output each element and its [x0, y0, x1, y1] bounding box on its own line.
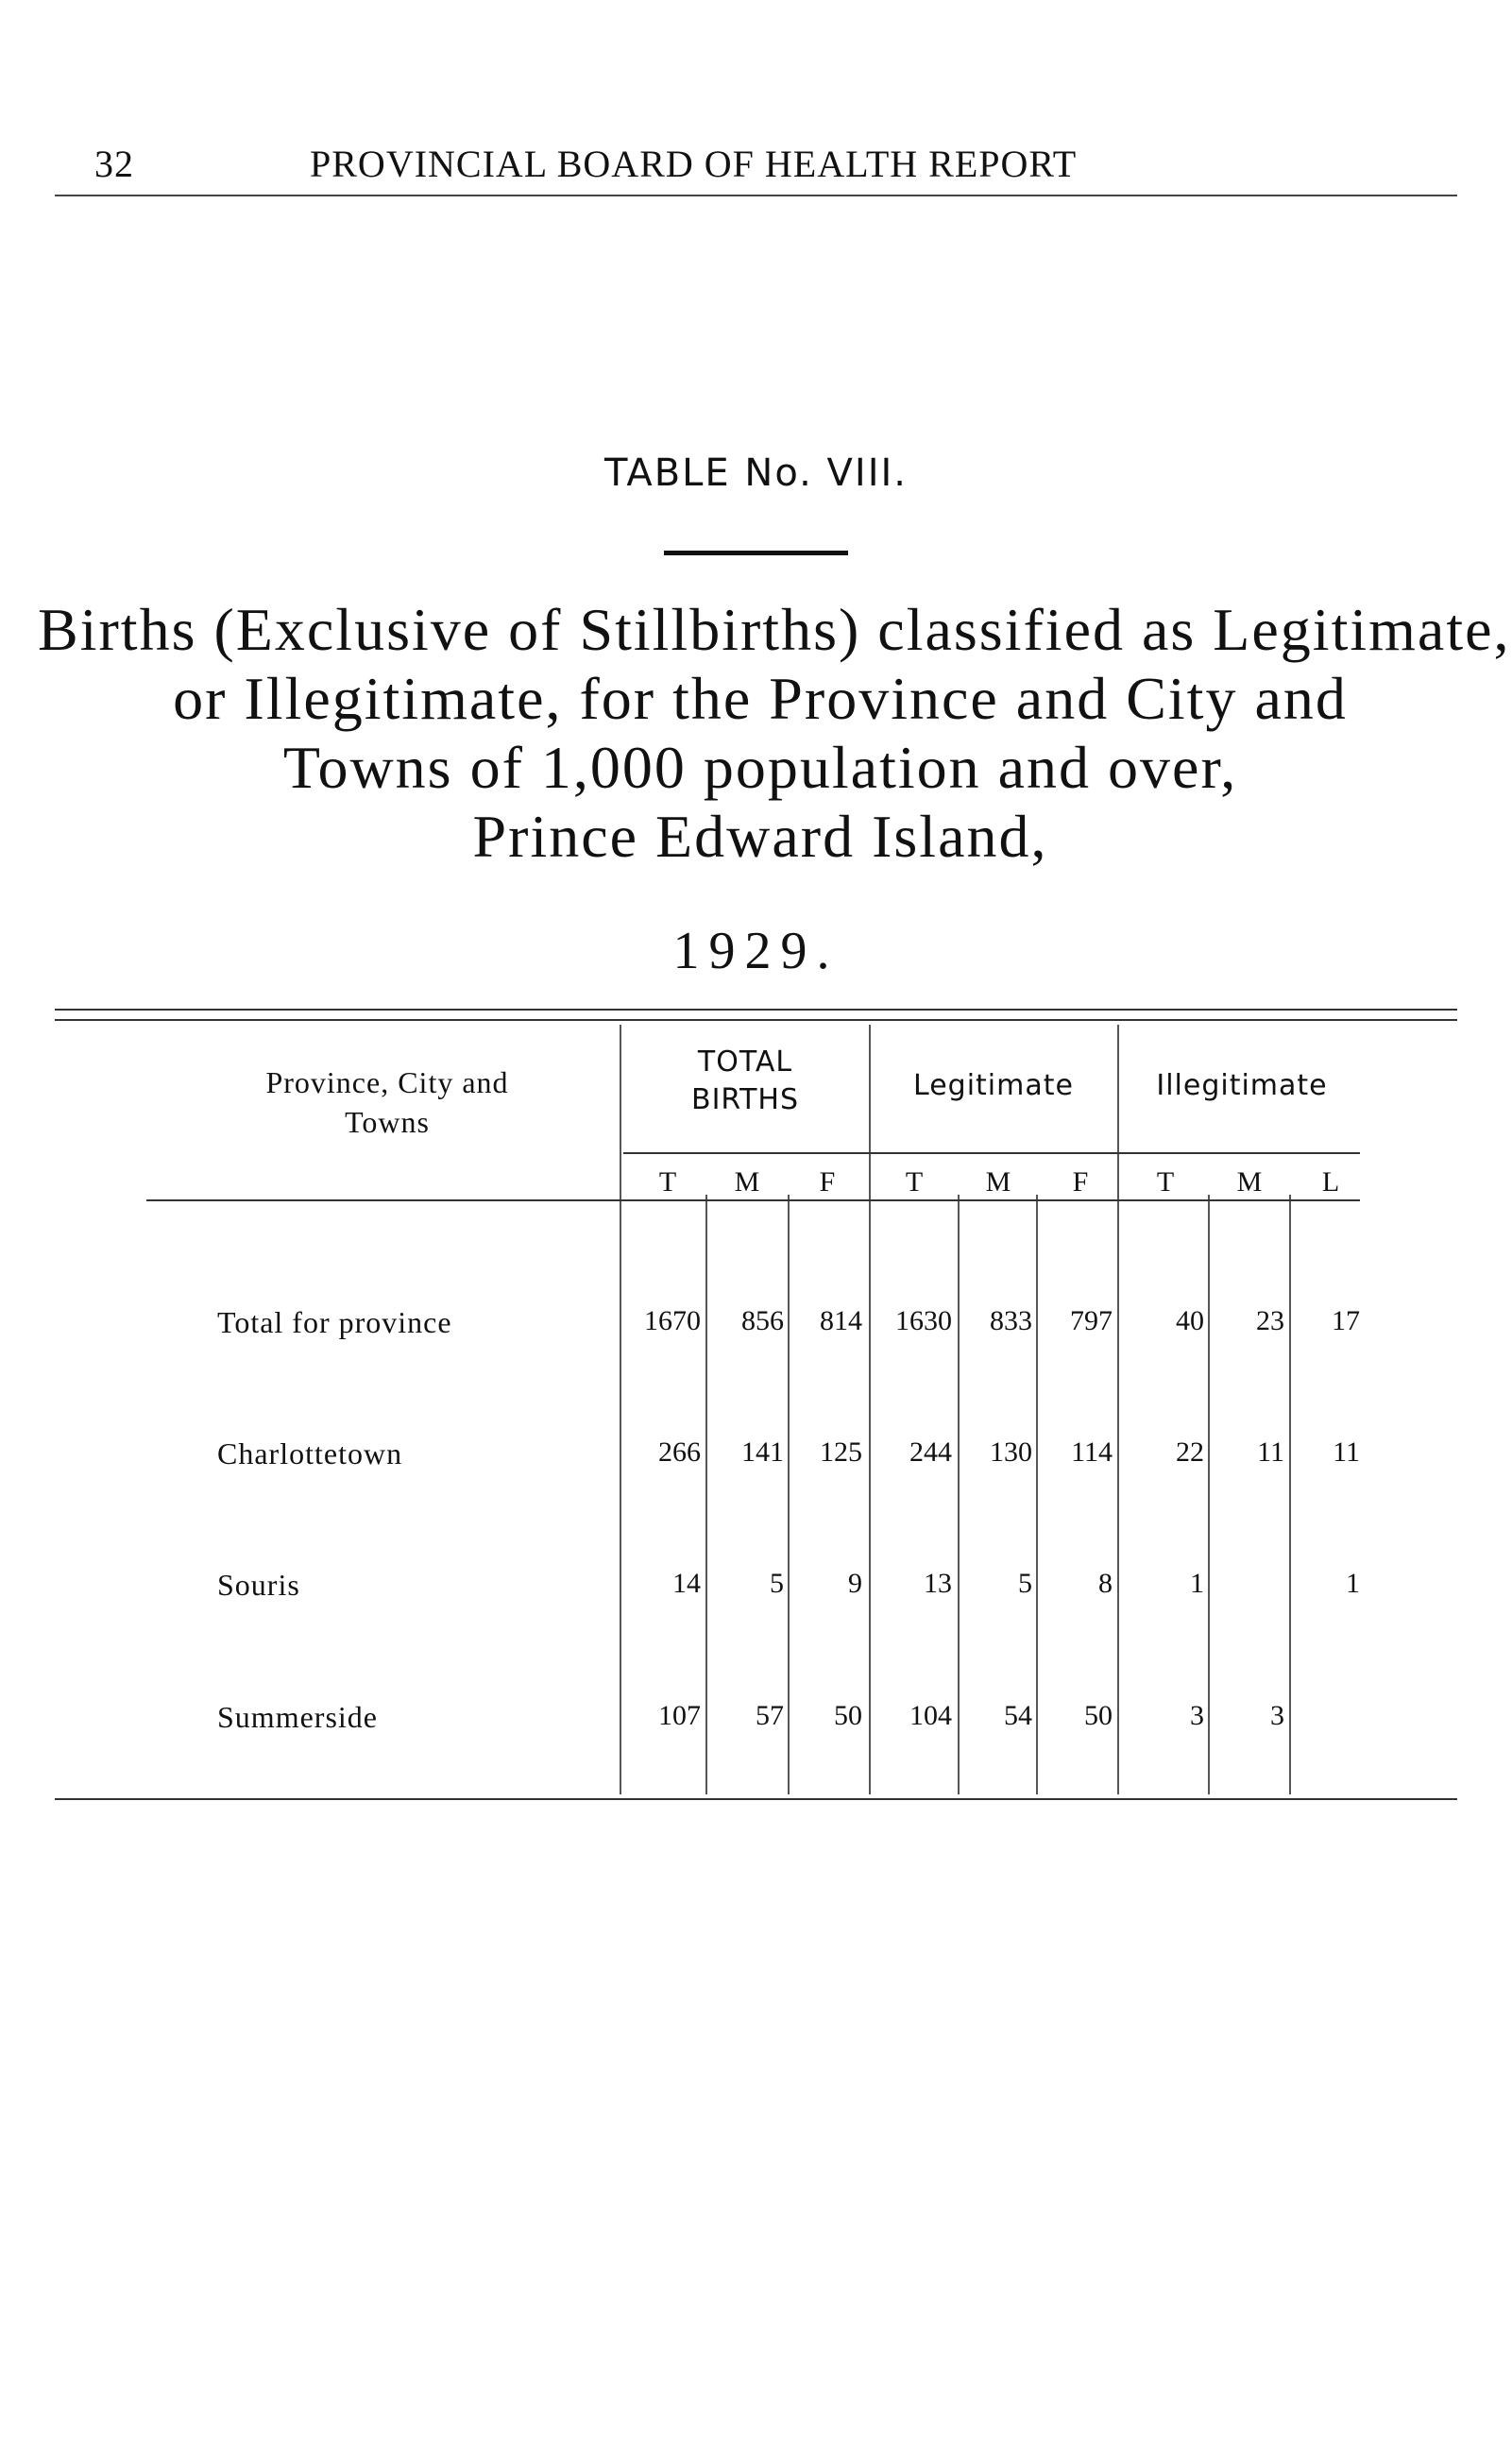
table-top-rule	[55, 1019, 1457, 1021]
column-divider	[620, 1025, 621, 1794]
subheader-f: F	[819, 1166, 836, 1198]
subheader-t: T	[658, 1166, 677, 1198]
table-cell: 9	[848, 1568, 862, 1599]
table-cell: 1670	[644, 1305, 701, 1336]
table-cell: 13	[924, 1568, 952, 1599]
subheader-m: M	[985, 1166, 1011, 1198]
group-header-rule	[623, 1152, 1360, 1154]
table-cell: 1	[1346, 1568, 1360, 1599]
stub-header-line: Province, City and	[265, 1065, 509, 1099]
group-header-line: BIRTHS	[690, 1083, 800, 1116]
column-divider	[869, 1025, 871, 1794]
table-cell: 11	[1333, 1436, 1360, 1468]
table-cell: 244	[909, 1436, 952, 1468]
stub-header-line: Towns	[345, 1105, 430, 1139]
table-cell: 17	[1332, 1305, 1360, 1336]
group-header-legitimate	[871, 1067, 1116, 1105]
title-rule	[664, 551, 848, 555]
row-label-total-for-province: Total for province	[217, 1305, 452, 1339]
caption-line: Towns of 1,000 population and over,	[282, 734, 1238, 801]
subheader-f: F	[1072, 1166, 1089, 1198]
table-cell: 104	[909, 1700, 952, 1731]
table-cell: 40	[1176, 1305, 1204, 1336]
caption-line: Prince Edward Island,	[472, 803, 1048, 870]
subheader-m: M	[1236, 1166, 1263, 1198]
group-header-illegitimate	[1119, 1067, 1365, 1105]
subheader-m: M	[734, 1166, 760, 1198]
caption-year: 1929.	[672, 922, 840, 980]
table-cell: 5	[770, 1568, 784, 1599]
subheader-t: T	[905, 1166, 924, 1198]
caption-line: or Illegitimate, for the Province and City and	[173, 665, 1348, 732]
header-bottom-rule	[146, 1199, 1360, 1201]
table-cell: 814	[820, 1305, 862, 1336]
table-cell: 50	[834, 1700, 862, 1731]
table-cell: 5	[1018, 1568, 1032, 1599]
stub-header	[189, 1062, 586, 1142]
table-cell: 23	[1256, 1305, 1284, 1336]
table-cell: 14	[672, 1568, 701, 1599]
row-label-summerside: Summerside	[217, 1700, 378, 1734]
group-header-line: Illegitimate	[1156, 1069, 1328, 1102]
table-cell: 141	[741, 1436, 784, 1468]
table-cell: 1	[1190, 1568, 1204, 1599]
page-number: 32	[94, 143, 134, 185]
group-header-line: Legitimate	[913, 1069, 1074, 1102]
column-divider	[1289, 1195, 1291, 1794]
table-cell: 833	[990, 1305, 1032, 1336]
caption-line: Births (Exclusive of Stillbirths) classified as Legitimate,	[38, 596, 1511, 663]
table-cell: 3	[1270, 1700, 1284, 1731]
table-top-rule	[55, 1009, 1457, 1011]
table-cell: 266	[658, 1436, 701, 1468]
subheader-l: L	[1321, 1166, 1340, 1198]
column-divider	[1117, 1025, 1119, 1794]
row-label-souris: Souris	[217, 1568, 300, 1602]
table-cell: 107	[658, 1700, 701, 1731]
table-caption	[38, 595, 1511, 871]
table-title: TABLE No. VIII.	[604, 451, 908, 495]
table-cell: 797	[1070, 1305, 1113, 1336]
table-cell: 125	[820, 1436, 862, 1468]
table-cell: 1630	[895, 1305, 952, 1336]
header-rule	[55, 195, 1457, 196]
table-cell: 22	[1176, 1436, 1204, 1468]
group-header-line: TOTAL	[697, 1045, 793, 1079]
page-header	[57, 142, 1454, 195]
table-bottom-rule	[55, 1798, 1457, 1800]
table-cell: 130	[990, 1436, 1032, 1468]
table-cell: 50	[1084, 1700, 1113, 1731]
table-cell: 856	[741, 1305, 784, 1336]
group-header-total-births	[623, 1044, 867, 1119]
table-cell: 8	[1098, 1568, 1113, 1599]
row-label-charlottetown: Charlottetown	[217, 1436, 403, 1470]
table-cell: 114	[1071, 1436, 1113, 1468]
table-cell: 54	[1004, 1700, 1032, 1731]
table-cell: 57	[756, 1700, 784, 1731]
running-title: PROVINCIAL BOARD OF HEALTH REPORT	[310, 143, 1078, 185]
table-cell: 11	[1257, 1436, 1284, 1468]
subheader-t: T	[1156, 1166, 1175, 1198]
table-cell: 3	[1190, 1700, 1204, 1731]
